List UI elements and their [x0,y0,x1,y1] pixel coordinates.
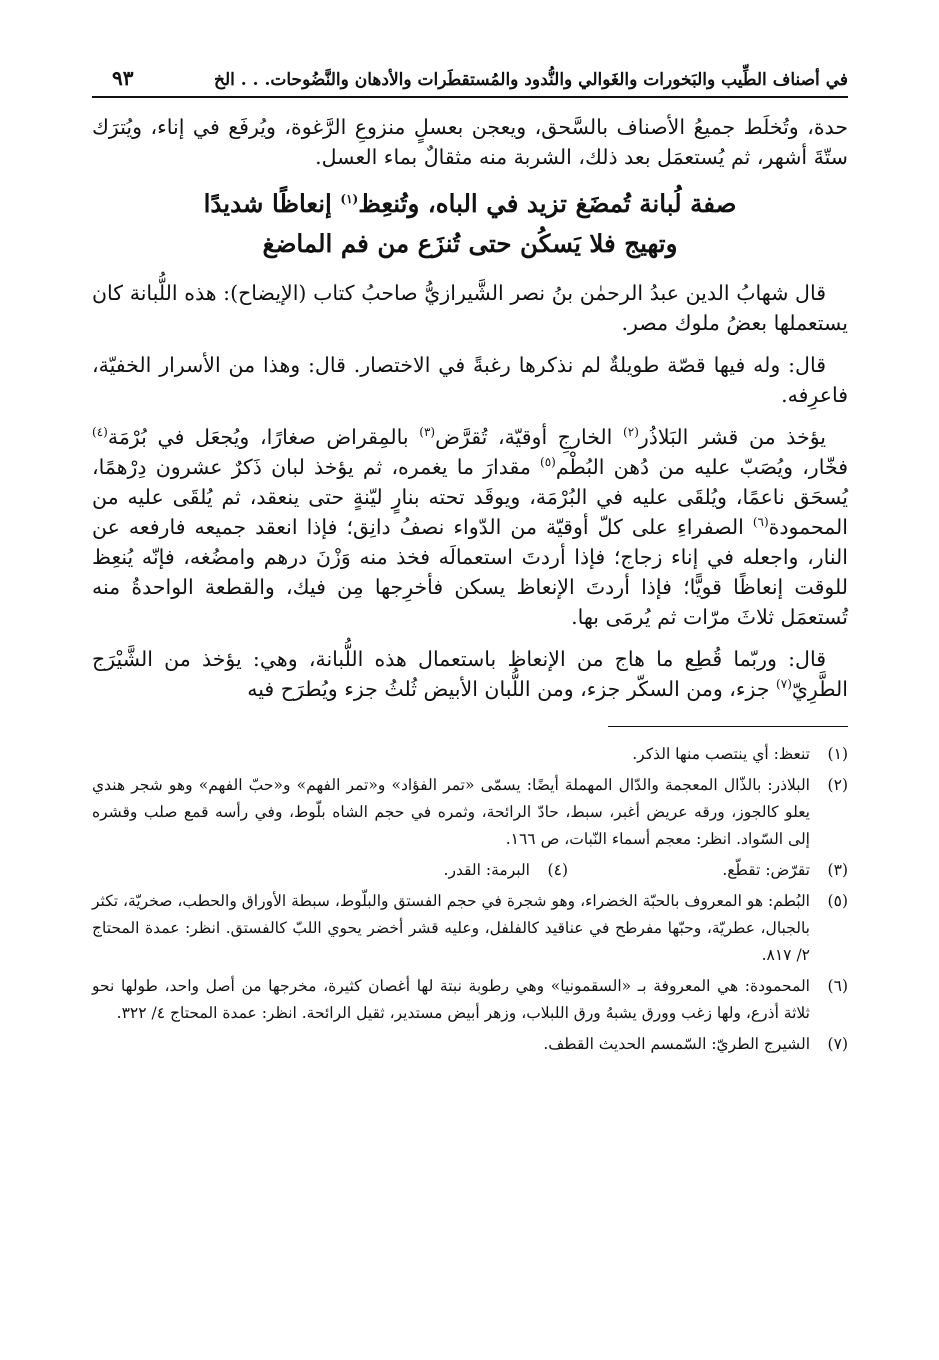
footnote-ref-2: (٢) [623,425,639,440]
header-title: في أصناف الطِّيب والبَخورات والغَوالي والنُّدود والمُستقطَرات والأدهان والنَّضُوحات. . . الخ [213,70,848,90]
footnote-4 [288,857,568,884]
footnote-3 [568,857,848,884]
paragraph-qala-1: قال: وله فيها قصّة طويلةٌ لم نذكرها رغبةً في الاختصار. قال: وهذا من الأسرار الخفيّة، فاعرِفه. [92,353,848,407]
heading-line-2: وتهيج فلا يَسكُن حتى تُنزَع من فم الماضغ [262,229,678,258]
footnote-ref-3: (٣) [419,425,436,440]
recipe-text-6: الصفراءِ على كلّ أوقيّة من الدّواء نصفُ دانِق؛ فإذا انعقد جميعه فارفعه عن النار، واجعله في إناء زجاج؛ فإذا أردتَ استعمالَه فخذ منه وَزْنَ درهم وامضُغه، فإنّه يُنعِظ للوقت إنعاظًا قويًّا؛ فإذا أردتَ الإنعاظ يسكن فأخرِجها مِن فيك، والقطعة الواحدةُ منه تُستعمَل ثلاثَ مرّات ثم يُرمَى بها. [92,515,848,629]
book-page [92,60,848,1330]
footnote-text: المحمودة: هي المعروفة بـ «السقمونيا» وهي رطوبة نبتة لها أغصان كثيرة، مخرجها من أصل واحد، طولها نحو ثلاثة أذرع، ولها زغب وورق يشبهُ ورق اللبلاب، وزهر أبيض مستدير، ثقيل الرائحة. انظر: عمدة المحتاج ٤/ ٣٢٢. [92,977,810,1022]
footnote-number: (٦) [827,977,848,995]
section-heading [92,184,848,264]
final-text-2: جزء، ومن السكّر جزء، ومن اللُّبان الأبيض ثُلثُ جزء ويُطرَح فيه [247,677,777,701]
footnote-ref-7: (٧) [776,677,792,692]
recipe-text-3: بالمِقراض صغارًا، ويُجعَل في بُرْمَة [107,425,420,449]
footnote-divider [608,726,848,727]
footnote-ref-1: (١) [340,191,359,206]
footnote-1 [92,741,848,768]
heading-line-1-rest: إنعاظًا شديدًا [203,189,341,218]
footnote-text: تقرّض: تقطّع. [722,861,810,879]
footnote-number: (١) [827,745,848,763]
main-text [92,112,848,704]
footnote-text: البُطم: هو المعروف بالحبّة الخضراء، وهو شجرة في حجم الفستق والبلّوط، سبطة الأوراق والحطب، صخريّة، تكثر بالجبال، عطريّة، وحبّها مفرطح في عناقيد كالفلفل، وعليه قشر أخضر يحوي اللبّ كالفستق. انظر: عمدة المحتاج ٢/ ٨١٧. [92,892,810,964]
footnote-number: (٢) [827,776,848,794]
footnote-7 [92,1031,848,1058]
recipe-text-2: الخارجِ أوقيّة، تُقرَّض [435,425,624,449]
footnote-number: (٣) [827,861,848,879]
footnote-ref-5: (٥) [540,455,556,470]
footnote-5 [92,888,848,969]
recipe-text-5: مقدارَ ما يغمره، ثم يؤخذ لبان ذَكرٌ عشرون دِرْهمًا، يُسحَق ناعمًا، ويُلقَى عليه في البُرْمَة، ويوقَد تحته بنارٍ ليّنةٍ حتى ينعقد، ثم يُلقَى عليه من المحمودة [92,455,848,539]
recipe-text-1: يؤخذ من قشر البَلاذُر [638,425,826,449]
paragraph-shihab: قال شهابُ الدين عبدُ الرحمٰن بنُ نصر الشَّيرازيُّ صاحبُ كتاب (الإيضاح): هذه اللُّبانة كان يستعملها بعضُ ملوك مصر. [92,281,848,335]
heading-line-1-text: صفة لُبانة تُمضَغ تزيد في الباه، وتُنعِظ [358,189,737,218]
footnotes [92,741,848,1058]
footnote-text: تنعظ: أي ينتصب منها الذكر. [632,745,810,763]
footnote-ref-4: (٤) [92,425,108,440]
footnote-6 [92,973,848,1027]
footnote-text: الشيرج الطريّ: السّمسم الحديث القطف. [543,1035,810,1053]
paragraph-recipe [92,422,848,632]
footnote-number: (٥) [827,892,848,910]
footnote-2 [92,772,848,853]
running-header [92,60,848,98]
paragraph-final [92,644,848,704]
final-text-1: قال: وربّما قُطِع ما هاج من الإنعاظ باستعمال هذه اللُّبانة، وهي: يؤخذ من الشَّيْرَج الطَّرِيّ [92,647,848,701]
footnote-text: البلاذر: بالذّال المعجمة والدّال المهملة أيضًا: يسمّى «تمر الفؤاد» و«تمر الفهم» و«حبّ الفهم» وهو شجر هندي يعلو كالجوز، ورقه عريض أغبر، سبط، حادّ الرائحة، وثمره في حجم الشاه بلّوط، وفي رأسه قمع صلب وقشره إلى السّواد. انظر: معجم أسماء النّبات، ص ١٦٦. [92,776,810,848]
footnote-ref-6: (٦) [752,515,769,530]
recipe-text-4: فخّار، ويُصَبّ عليه من دُهن البُطْم [555,455,848,479]
page-number: ٩٣ [112,66,134,90]
heading-line-1 [92,184,848,224]
footnote-number: (٧) [827,1035,848,1053]
paragraph-intro: حدة، وتُخلَط جميعُ الأصناف بالسَّحق، ويعجن بعسلٍ منزوعِ الرَّغوة، ويُرفَع في إناء، ويُترَك ستّةَ أشهر، ثم يُستعمَل بعد ذلك، الشربة منه مثقالٌ بماء العسل. [92,115,848,169]
footnote-text: البرمة: القدر. [443,861,530,879]
footnote-number: (٤) [547,861,568,879]
footnote-3-4 [92,857,848,884]
